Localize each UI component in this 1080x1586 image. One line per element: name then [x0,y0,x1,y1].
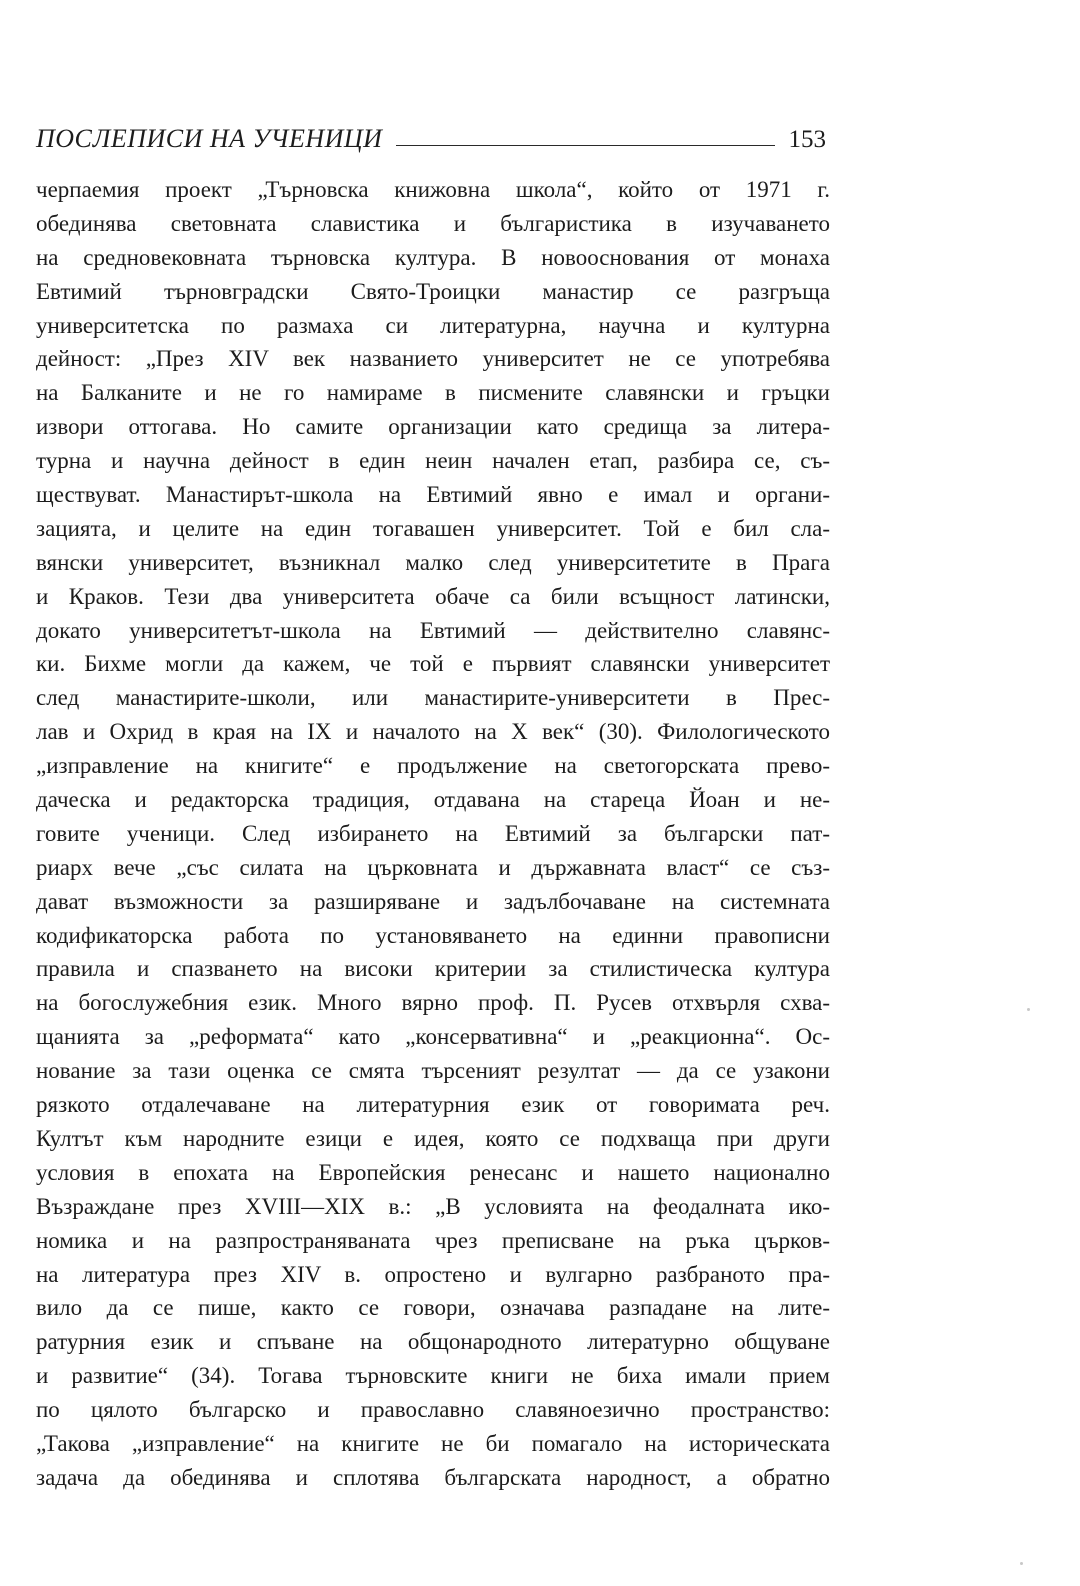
text-line: на богослужебния език. Много вярно проф. П. Русев отхвърля схва- [36,990,830,1016]
text-line: Евтимий търновградски Свято-Троицки манастир се разгръща [36,278,830,304]
text-line: и Краков. Тези два университета обаче са били всъщност латински, [36,583,830,609]
text-line: говите ученици. След избирането на Евтимий за български пат- [36,820,830,846]
text-line: извори оттогава. Но самите организации като средища за литера- [36,414,830,440]
page-header [36,112,826,152]
text-line: и развитие“ (34). Тогава търновските книги не биха имали прием [36,1363,830,1389]
text-line: университетска по размаха си литературна, научна и културна [36,312,830,338]
text-line: „изправление на книгите“ е продължение на светогорската прево- [36,753,830,779]
text-line: условия в епохата на Европейския ренесанс и нашето национално [36,1159,830,1185]
text-line: вянски университет, възникнал малко след университетите в Прага [36,549,830,575]
text-line: рязкото отдалечаване на литературния език от говоримата реч. [36,1092,830,1118]
text-line: вило да се пише, както се говори, означава разпадане на лите- [36,1295,830,1321]
text-line: зацията, и целите на един тогавашен университет. Той е бил сла- [36,515,830,541]
text-line: черпаемия проект „Търновска книжовна школа“, който от 1971 г. [36,177,830,202]
text-line: номика и на разпространяваната чрез преписване на ръка църков- [36,1227,830,1253]
text-line: нование за тази оценка се смята търсеният резултат — да се узакони [36,1058,830,1084]
text-line: дейност: „През XIV век названието университет не се употребява [36,346,830,372]
text-line: ки. Бихме могли да кажем, че той е първият славянски университет [36,651,830,677]
text-line: риарх вече „със силата на църковната и държавната власт“ се съз- [36,854,830,880]
paper-speck [1020,1562,1023,1565]
text-line: щанията за „реформата“ като „консервативна“ и „реакционна“. Ос- [36,1024,830,1050]
text-line: кодификаторска работа по установяването на единни правописни [36,922,830,948]
text-line: дават възможности за разширяване и задълбочаване на системната [36,888,830,914]
body-text [36,173,830,1495]
text-line: обединява световната славистика и българистика в изучаването [36,210,830,236]
text-line: ществуват. Манастирът-школа на Евтимий явно е имал и органи- [36,482,830,508]
text-line: Възраждане през XVIII—XIX в.: „В условията на феодалната ико- [36,1193,830,1219]
text-line: след манастирите-школи, или манастирите-университети в Прес- [36,685,830,711]
text-line: Култът към народните езици е идея, която се подхваща при други [36,1125,830,1151]
page-number: 153 [788,126,826,153]
text-line: на средновековната търновска култура. В новооснования от монаха [36,244,830,270]
paper-speck [1027,1008,1030,1011]
text-line: даческа и редакторска традиция, отдавана на стареца Йоан и не- [36,787,830,813]
text-line: лав и Охрид в края на IX и началото на X век“ (30). Филологическото [36,719,830,745]
text-line: ратурния език и спъване на общонародното литературно общуване [36,1329,830,1355]
text-line: „Такова „изправление“ на книгите не би помагало на историческата [36,1430,830,1456]
header-rule [396,145,774,146]
text-line: правила и спазването на високи критерии за стилистическа култура [36,956,830,982]
text-line: докато университетът-школа на Евтимий — действително славянс- [36,617,830,643]
text-line: задача да обединява и сплотява българската народност, а обратно [36,1464,830,1490]
text-line: по цялото българско и православно славяноезично пространство: [36,1397,830,1423]
text-line: на Балканите и не го намираме в писмените славянски и гръцки [36,380,830,406]
text-line: на литература през XIV в. опростено и вулгарно разбраното пра- [36,1261,830,1287]
text-line: турна и научна дейност в един неин начален етап, разбира се, съ- [36,448,830,474]
running-title: ПОСЛЕПИСИ НА УЧЕНИЦИ [36,124,383,153]
